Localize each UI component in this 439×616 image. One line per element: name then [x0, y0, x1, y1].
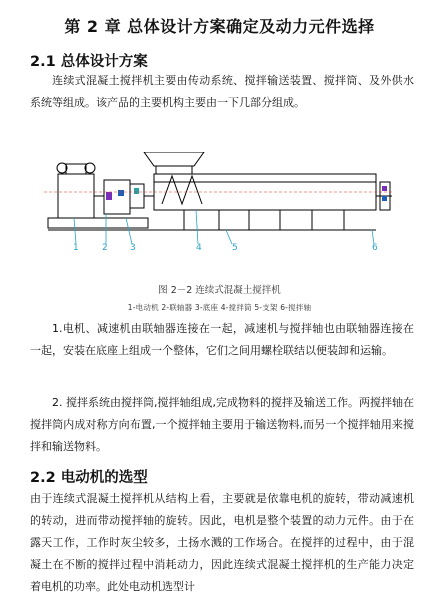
mixer-drawing [44, 152, 394, 252]
intro-paragraph: 连续式混凝土搅拌机主要由传动系统、搅拌输送装置、搅拌筒、及外供水系统等组成。该产品的主要机构主要由一下几部分组成。 [30, 74, 414, 109]
motor [58, 174, 94, 218]
hopper [144, 152, 204, 166]
motor-selection-paragraph: 由于连续式混凝土搅拌机从结构上看，主要就是依靠电机的旋转，带动减速机的转动，进而带动搅拌轴的旋转。因此，电机是整个装置的动力元件。由于在露天工作，工作时灰尘较多，土扬水溅的工作场合。在搅拌的过程中，由于混凝土在不断的搅拌过程中消耗动力，因此连续式混凝土搅拌机的生产能力决定着电机的功率。此处电动机选型计 [30, 492, 414, 593]
section-heading-2-1: 2.1 总体设计方案 [30, 54, 148, 70]
paragraph-item-2: 2. 搅拌系统由搅拌筒,搅拌轴组成,完成物料的搅拌及输送工作。两搅拌轴在搅拌筒内成对称方向布置,一个搅拌轴主要用于输送物料,而另一个搅拌轴用来搅拌和输送物料。 [30, 396, 414, 453]
part-number: 4 [196, 243, 202, 252]
part-number: 5 [232, 243, 238, 252]
base-plate [48, 218, 148, 228]
figure-caption: 图 2－2 连续式混凝土搅拌机 [158, 285, 281, 296]
part-number: 6 [372, 243, 378, 252]
section-heading-2-2: 2.2 电动机的选型 [30, 470, 148, 486]
chapter-title: 第 2 章 总体设计方案确定及动力元件选择 [64, 17, 375, 36]
part-number: 2 [102, 243, 108, 252]
paragraph-item-1: 1.电机、减速机由联轴器连接在一起，减速机与搅拌轴也由联轴器连接在一起，安装在底座上组成一个整体，它们之间用螺栓联结以便装卸和运输。 [30, 322, 414, 357]
part-number: 1 [73, 243, 79, 252]
figure-legend: 1-电动机 2-联轴器 3-底座 4-搅拌筒 5-支架 6-搅拌轴 [127, 303, 312, 312]
part-number: 3 [130, 243, 136, 252]
